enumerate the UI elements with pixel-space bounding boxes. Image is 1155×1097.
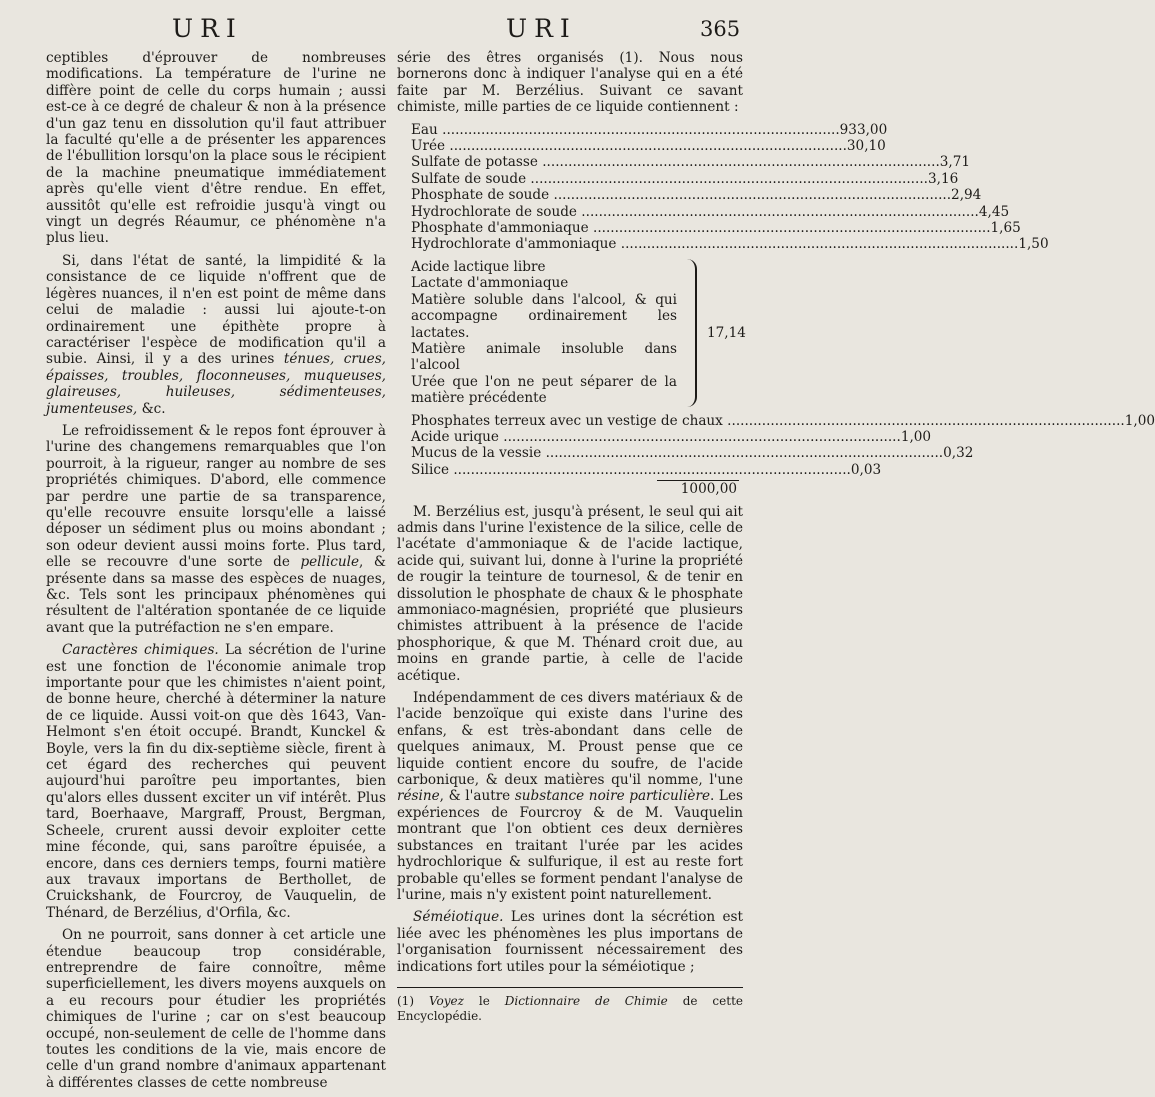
component-value: 3,16 bbox=[927, 170, 959, 187]
component-value: 4,45 bbox=[978, 203, 1010, 220]
section-heading: Séméiotique. bbox=[413, 909, 504, 926]
text: La sécrétion de l'urine est une fonction de l'économie animale trop importante pour que les chimistes n'aient point, de bonne heure, cherché à déterminer la nature de ce liquide. Aussi voit-on que dès 1643, Van-Helmont s'en étoit occupé. Brandt, Kunckel & Boyle, vers la fin du dix-septième siècle, firent à cet égard des recherches qui peuvent aujourd'hui paroître peu importantes, bien qu'alors elles dussent exciter un vif intérêt. Plus tard, Boerhaave, Margraff, Proust, Bergman, Scheele, crurent aussi devoir exploiter cette mine féconde, qui, sans paroître épuisée, a encore, dans ces derniers temps, fourni matière aux travaux importans de Berthollet, de Cruickshank, de Fourcroy, de Vauquelin, de Thénard, de Berzélius, d'Orfila, &c. bbox=[46, 642, 386, 921]
component-value: 0,03 bbox=[850, 461, 882, 478]
left-column bbox=[46, 50, 386, 1097]
table-row bbox=[411, 170, 959, 187]
component-name: Eau ..... bbox=[411, 122, 840, 138]
component-name: Sulfate de soude ..... bbox=[411, 171, 928, 187]
table-row bbox=[411, 445, 974, 462]
total-value: 1000,00 bbox=[680, 481, 737, 498]
emphasis: résine bbox=[397, 788, 440, 805]
paragraph bbox=[397, 909, 743, 975]
table-row bbox=[411, 138, 886, 155]
text: le bbox=[463, 993, 505, 1008]
table-row bbox=[411, 461, 882, 478]
text: . Les expériences de Fourcroy & de M. Vauquelin montrant que l'on obtient ces deux dernières substances en traitant l'urée par les acides hydrochlorique & sulfurique, il est au reste fort probable qu'elles se forment pendant l'analyse de l'urine, mais n'y existent point naturellement. bbox=[397, 788, 743, 903]
component-value: 1,65 bbox=[990, 220, 1021, 237]
table-row bbox=[411, 220, 1021, 237]
paragraph bbox=[46, 423, 386, 636]
text: Indépendamment de ces divers matériaux & de l'acide benzoïque qui existe dans l'urine des enfans, & est très-abondant dans celle de quelques animaux, M. Proust pense que ce liquide contient encore du soufre, de l'acide carbonique, & deux matières qu'il nomme, l'une bbox=[397, 690, 743, 789]
footnote-number: (1) bbox=[397, 993, 429, 1008]
text: Les urines dont la sécrétion est liée avec les phénomènes les plus importans de l'organisation fournissent nécessairement des indications fort utiles pour la séméiotique ; bbox=[397, 909, 743, 975]
page-number: 365 bbox=[700, 17, 741, 41]
component-name: Phosphates terreux avec un vestige de chaux ..... bbox=[411, 413, 1125, 429]
group-value: 17,14 bbox=[707, 324, 746, 341]
component-name: Mucus de la vessie ..... bbox=[411, 445, 943, 461]
emphasis: substance noire particulière bbox=[514, 788, 711, 805]
text: Le refroidissement & le repos font éprouver à l'urine des changemens remarquables que l'on pourroit, à la rigueur, ranger au nombre de ses propriétés chimiques. D'abord, elle commence par perdre une partie de sa transparence, qu'elle recouvre ensuite lorsqu'elle a laissé déposer un sédiment plus ou moins abondant ; son odeur devient aussi moins forte. Plus tard, elle se recouvre d'une sorte de bbox=[46, 422, 386, 571]
footnote bbox=[397, 994, 743, 1024]
component-value: 0,32 bbox=[943, 445, 974, 462]
brace bbox=[681, 259, 697, 407]
running-header-right: URI bbox=[506, 14, 577, 43]
paragraph: On ne pourroit, sans donner à cet article une étendue beaucoup trop considérable, entreprendre de faire connoître, même superficiellement, les divers moyens auxquels on a eu recours pour étudier les propriétés chimiques de l'urine ; car on s'est beaucoup occupé, non-seulement de celle de l'homme dans toutes les conditions de la vie, mais encore de celle d'un grand nombre d'animaux appartenant à différentes classes de cette nombreuse bbox=[46, 927, 386, 1091]
component-name: Phosphate d'ammoniaque ..... bbox=[411, 220, 991, 236]
group-item: Acide lactique libre bbox=[411, 258, 546, 275]
emphasis: Dictionnaire de Chimie bbox=[504, 993, 668, 1008]
paragraph: M. Berzélius est, jusqu'à présent, le seul qui ait admis dans l'urine l'existence de la silice, celle de l'acétate d'ammoniaque & de l'acide lactique, acide qui, suivant lui, donne à l'urine la propriété de rougir la teinture de tournesol, & de tenir en dissolution le phosphate de chaux & le phosphate ammoniaco-magnésien, propriété que plusieurs chimistes attribuent à la présence de l'acide phosphorique, & que M. Thénard croit due, au moins en grande partie, à celle de l'acide acétique. bbox=[397, 503, 743, 684]
composition-table bbox=[411, 121, 1049, 253]
component-value: 2,94 bbox=[951, 187, 982, 204]
text: , & l'autre bbox=[439, 788, 515, 805]
component-value: 933,00 bbox=[839, 121, 888, 138]
grouped-components bbox=[411, 258, 746, 407]
table-row bbox=[411, 121, 888, 138]
group-item: Lactate d'ammoniaque bbox=[411, 275, 569, 292]
footnote-rule bbox=[397, 987, 743, 988]
component-name: Phosphate de soude ..... bbox=[411, 187, 951, 203]
component-value: 1,00 bbox=[1124, 412, 1155, 429]
section-heading: Caractères chimiques. bbox=[62, 642, 219, 659]
paragraph bbox=[397, 690, 743, 903]
group-item: Matière soluble dans l'alcool, & qui accompagne ordinairement les lactates. bbox=[411, 291, 677, 341]
component-value: 1,50 bbox=[1018, 236, 1049, 253]
table-row bbox=[411, 428, 932, 445]
emphasis: pellicule bbox=[300, 554, 359, 571]
text: de cette Encyclopédie. bbox=[397, 993, 744, 1023]
table-row bbox=[411, 412, 1155, 429]
component-value: 30,10 bbox=[846, 138, 886, 155]
component-name: Urée ..... bbox=[411, 138, 847, 154]
right-column bbox=[397, 50, 1155, 1030]
component-name: Sulfate de potasse ..... bbox=[411, 154, 940, 170]
component-value: 1,00 bbox=[900, 428, 932, 445]
component-name: Hydrochlorate de soude ..... bbox=[411, 204, 979, 220]
component-name: Hydrochlorate d'ammoniaque ..... bbox=[411, 236, 1018, 252]
emphasis: Voyez bbox=[428, 993, 464, 1008]
paragraph: ceptibles d'éprouver de nombreuses modifications. La température de l'urine ne diffère point de celle du corps humain ; aussi est-ce à ce degré de chaleur & non à la présence d'un gaz tenu en dissolution qu'il faut attribuer la faculté qu'elle a de présenter les apparences de l'ébullition lorsqu'on la place sous le récipient de la machine pneumatique immédiatement après qu'elle vient d'être rendue. En effet, aussitôt qu'elle est refroidie jusqu'à vingt ou vingt un degrés Réaumur, ce phénomène n'a plus lieu. bbox=[46, 50, 386, 247]
text: , & présente dans sa masse des espèces de nuages, &c. Tels sont les principaux phénomènes qui résultent de l'altération spontanée de ce liquide avant que la putréfaction ne s'en empare. bbox=[46, 554, 386, 636]
running-header-left: URI bbox=[172, 14, 243, 43]
paragraph bbox=[46, 253, 386, 417]
component-name: Acide urique ..... bbox=[411, 429, 901, 445]
table-row bbox=[411, 154, 971, 171]
component-name: Silice ..... bbox=[411, 462, 851, 478]
urine-types: ténues, crues, épaisses, troubles, floconneuses, muqueuses, glaireuses, huileuses, sédimenteuses, jumenteuses, bbox=[46, 351, 387, 417]
table-row bbox=[411, 187, 982, 204]
text: &c. bbox=[137, 400, 166, 417]
group-item: Urée que l'on ne peut séparer de la matière précédente bbox=[411, 373, 677, 407]
group-items bbox=[411, 259, 677, 407]
paragraph bbox=[46, 642, 386, 921]
composition-table-2 bbox=[411, 412, 1155, 479]
paragraph: série des êtres organisés (1). Nous nous bornerons donc à indiquer l'analyse qui en a été faite par M. Berzélius. Suivant ce savant chimiste, mille parties de ce liquide contiennent : bbox=[397, 50, 743, 116]
table-row bbox=[411, 236, 1049, 253]
text: Si, dans l'état de santé, la limpidité & la consistance de ce liquide n'offrent que de légères nuances, il n'en est point de même dans celui de maladie : aussi lui ajoute-t-on ordinairement une épithète propre à caractériser l'espèce de modification qu'il a subie. Ainsi, il y a des urines bbox=[46, 252, 386, 368]
table-row bbox=[411, 203, 1010, 220]
component-value: 3,71 bbox=[939, 154, 971, 171]
group-item: Matière animale insoluble dans l'alcool bbox=[411, 340, 677, 374]
